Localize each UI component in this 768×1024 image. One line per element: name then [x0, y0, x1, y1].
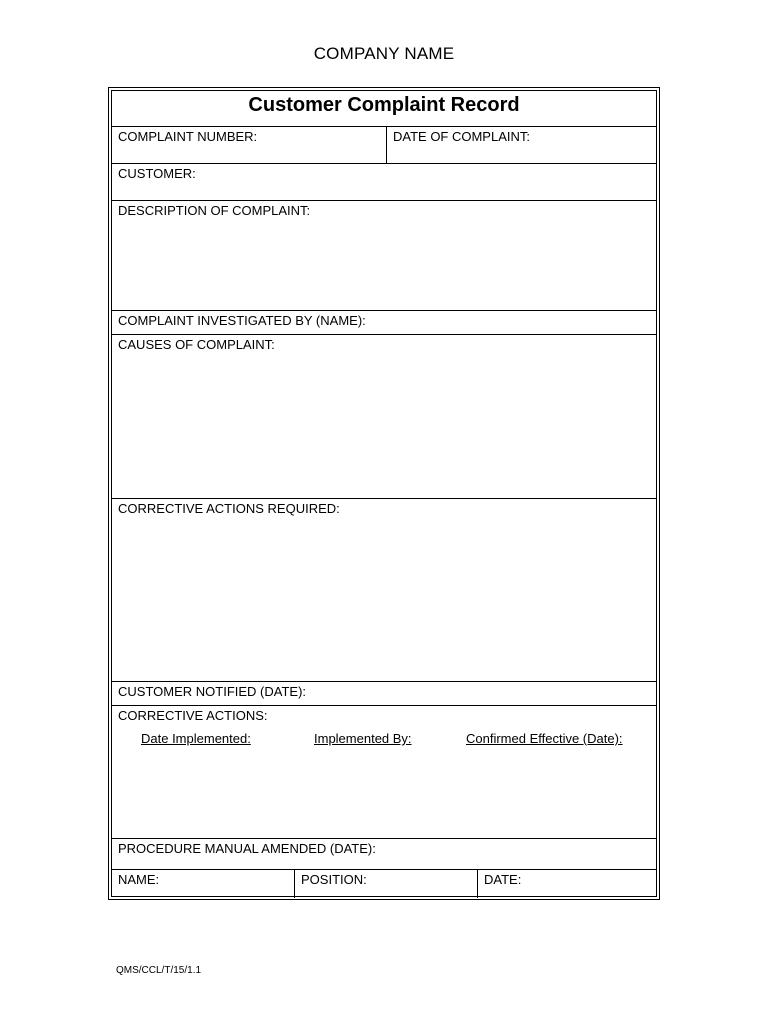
causes-label: CAUSES OF COMPLAINT: — [118, 337, 275, 352]
form-table — [111, 90, 657, 897]
date-of-complaint-field[interactable] — [386, 127, 656, 163]
corrective-actions-field[interactable] — [112, 706, 656, 839]
complaint-number-field[interactable] — [112, 127, 386, 163]
form-title: Customer Complaint Record — [248, 94, 520, 116]
date-of-complaint-label: DATE OF COMPLAINT: — [393, 129, 530, 144]
investigated-by-label: COMPLAINT INVESTIGATED BY (NAME): — [118, 313, 366, 328]
customer-label: CUSTOMER: — [118, 166, 196, 181]
signoff-date-label: DATE: — [484, 872, 522, 887]
complaint-form — [108, 87, 660, 900]
corrective-actions-required-label: CORRECTIVE ACTIONS REQUIRED: — [118, 501, 340, 516]
complaint-number-row — [112, 127, 656, 164]
investigated-by-field[interactable] — [112, 311, 656, 335]
customer-notified-field[interactable] — [112, 682, 656, 706]
procedure-manual-label: PROCEDURE MANUAL AMENDED (DATE): — [118, 841, 376, 856]
document-code: QMS/CCL/T/15/1.1 — [116, 965, 202, 976]
signoff-name-field[interactable] — [112, 870, 294, 898]
complaint-number-label: COMPLAINT NUMBER: — [118, 129, 258, 144]
signoff-name-label: NAME: — [118, 872, 160, 887]
signoff-row — [112, 870, 656, 898]
date-implemented-header: Date Implemented: — [141, 731, 251, 746]
corrective-actions-label: CORRECTIVE ACTIONS: — [118, 708, 268, 723]
corrective-actions-required-field[interactable] — [112, 499, 656, 682]
description-label: DESCRIPTION OF COMPLAINT: — [118, 203, 311, 218]
signoff-position-field[interactable] — [294, 870, 477, 898]
signoff-date-field[interactable] — [477, 870, 656, 898]
causes-field[interactable] — [112, 335, 656, 499]
company-name: COMPANY NAME — [313, 44, 455, 63]
form-title-row — [112, 91, 656, 127]
customer-notified-label: CUSTOMER NOTIFIED (DATE): — [118, 684, 307, 699]
customer-field[interactable] — [112, 164, 656, 201]
description-field[interactable] — [112, 201, 656, 311]
confirmed-effective-header: Confirmed Effective (Date): — [466, 731, 623, 746]
implemented-by-header: Implemented By: — [314, 731, 412, 746]
signoff-position-label: POSITION: — [301, 872, 367, 887]
procedure-manual-field[interactable] — [112, 839, 656, 870]
